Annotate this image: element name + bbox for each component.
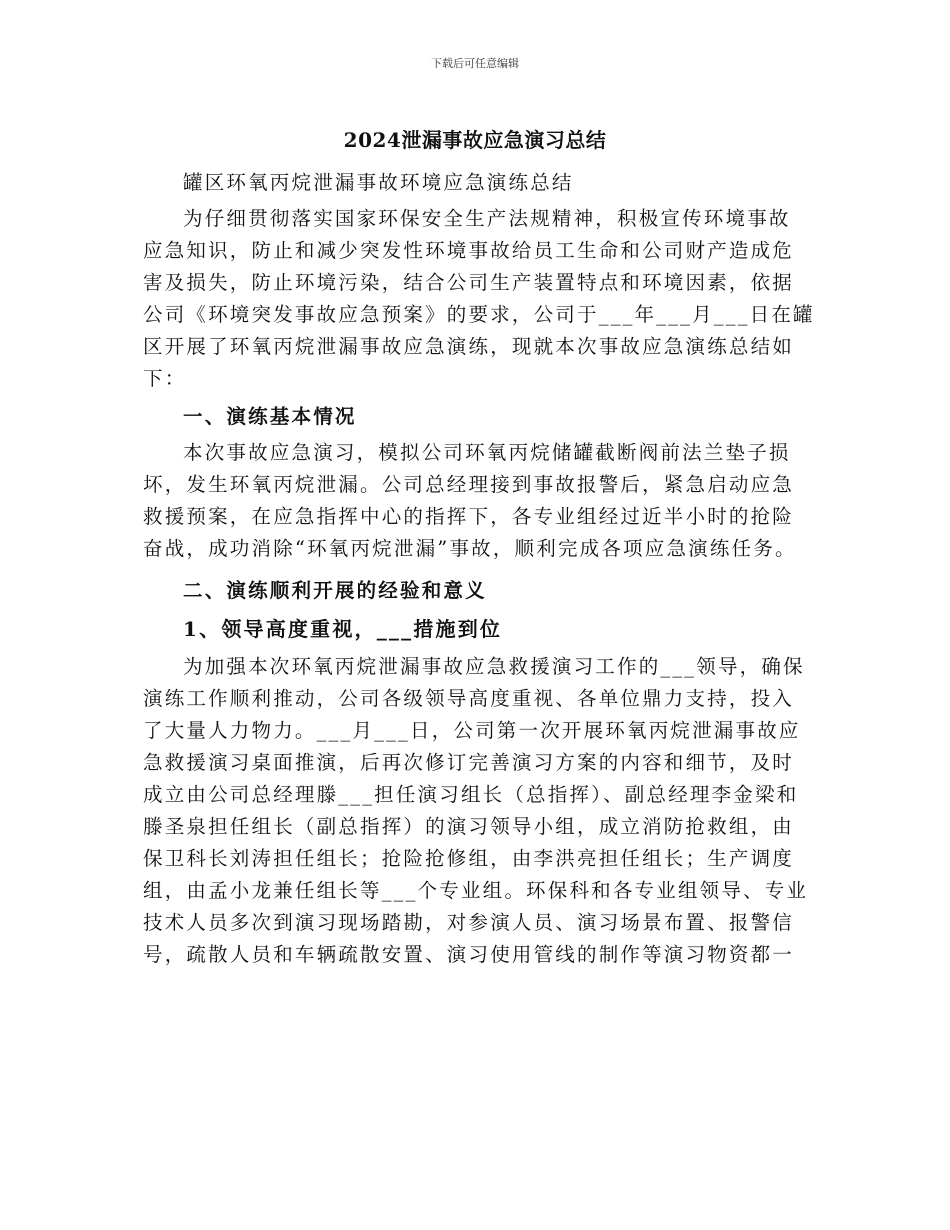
- subsection1-line: 了大量人力物力。___月___日，公司第一次开展环氧丙烷泄漏事故应: [143, 719, 801, 742]
- subtitle: [143, 167, 809, 199]
- section1-line: 奋战，成功消除“环氧丙烷泄漏”事故，顺利完成各项应急演练任务。: [143, 537, 797, 560]
- intro-line: 应急知识，防止和减少突发性环境事故给员工生命和公司财产造成危: [143, 239, 795, 262]
- subsection1-heading: [143, 613, 809, 645]
- subsection1-line: 演练工作顺利推动，公司各级领导高度重视、各单位鼎力支持，投入: [143, 687, 795, 710]
- section1-heading: [143, 401, 809, 433]
- section2-heading-text: 二、演练顺利开展的经验和意义: [183, 579, 487, 602]
- subtitle-text: 罐区环氧丙烷泄漏事故环境应急演练总结: [183, 171, 574, 194]
- subsection1-line: 滕圣泉担任组长（副总指挥）的演习领导小组，成立消防抢救组，由: [143, 815, 795, 838]
- subsection1-line: 为加强本次环氧丙烷泄漏事故应急救援演习工作的___领导，确保: [183, 655, 805, 678]
- subsection1-heading-text: 1、领导高度重视，___措施到位: [183, 617, 503, 641]
- section1-line: 坏，发生环氧丙烷泄漏。公司总经理接到事故报警后，紧急启动应急: [143, 473, 795, 496]
- intro-line: 公司《环境突发事故应急预案》的要求，公司于___年___月___日在罐: [143, 303, 815, 326]
- section1-line: 救援预案，在应急指挥中心的指挥下，各专业组经过近半小时的抢险: [143, 505, 795, 528]
- subsection1-line: 急救援演习桌面推演，后再次修订完善演习方案的内容和细节，及时: [143, 751, 795, 774]
- intro-line: 害及损失，防止环境污染，结合公司生产装置特点和环境因素，依据: [143, 271, 795, 294]
- document-title: 2024泄漏事故应急演习总结: [343, 128, 607, 152]
- subsection1-line: 号，疏散人员和车辆疏散安置、演习使用管线的制作等演习物资都一: [143, 943, 795, 966]
- intro-line: 为仔细贯彻落实国家环保安全生产法规精神，积极宣传环境事故: [183, 207, 791, 230]
- document-body: [143, 167, 815, 971]
- intro-line: 区开展了环氧丙烷泄漏事故应急演练，现就本次事故应急演练总结如: [143, 335, 795, 358]
- section1-heading-text: 一、演练基本情况: [183, 405, 357, 428]
- header-note: 下载后可任意编辑: [431, 57, 519, 70]
- subsection1-paragraph: [143, 651, 809, 971]
- subsection1-line: 组，由孟小龙兼任组长等___个专业组。环保科和各专业组领导、专业: [143, 879, 809, 902]
- section1-paragraph: [143, 437, 809, 565]
- intro-line: 下：: [143, 367, 187, 390]
- section2-heading: [143, 575, 809, 607]
- subsection1-line: 保卫科长刘涛担任组长；抢险抢修组，由李洪亮担任组长；生产调度: [143, 847, 795, 870]
- subsection1-line: 成立由公司总经理滕___担任演习组长（总指挥）、副总经理李金梁和: [143, 783, 799, 806]
- section1-line: 本次事故应急演习，模拟公司环氧丙烷储罐截断阀前法兰垫子损: [183, 441, 791, 464]
- intro-paragraph: [143, 203, 815, 395]
- subsection1-line: 技术人员多次到演习现场踏勘，对参演人员、演习场景布置、报警信: [143, 911, 795, 934]
